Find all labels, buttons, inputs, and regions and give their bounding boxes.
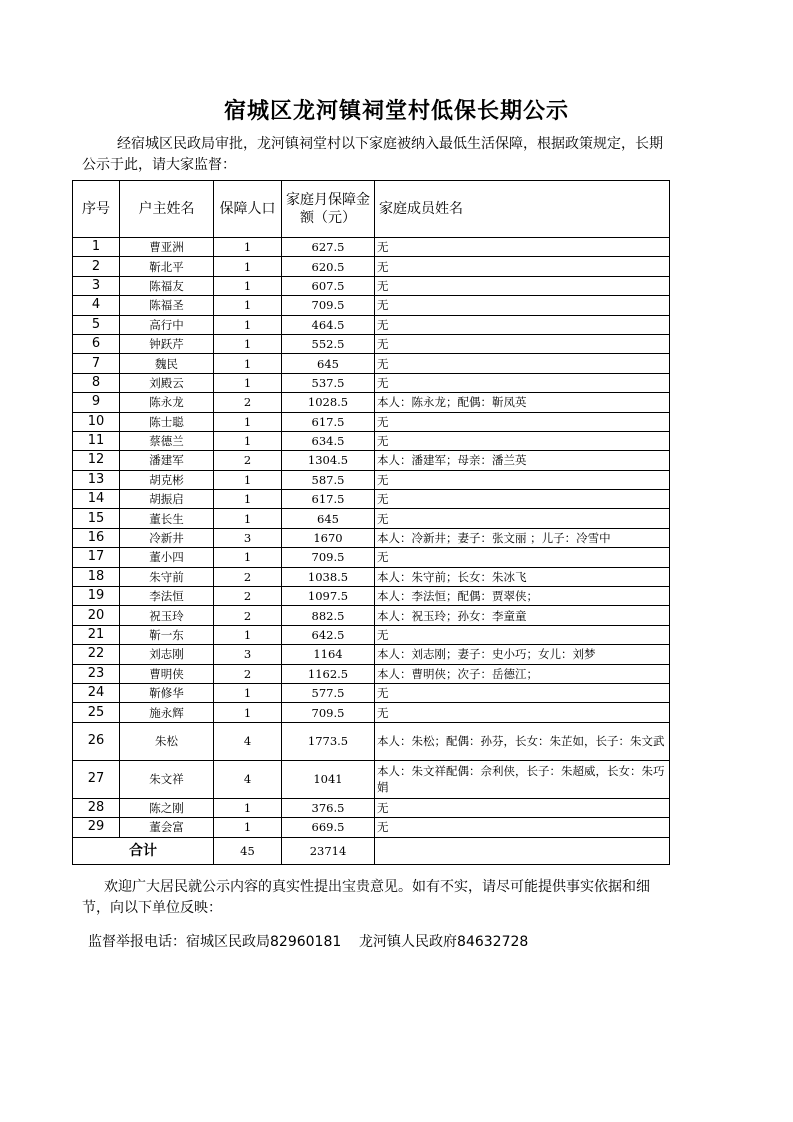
cell-count: 1: [214, 490, 282, 509]
cell-name: 董会富: [120, 818, 214, 837]
cell-name: 朱松: [120, 722, 214, 760]
cell-seq: 29: [73, 818, 120, 837]
cell-amount: 642.5: [282, 625, 375, 644]
cell-seq: 20: [73, 606, 120, 625]
cell-count: 1: [214, 373, 282, 392]
cell-members: 无: [375, 412, 670, 431]
cell-name: 朱守前: [120, 567, 214, 586]
cell-count: 4: [214, 722, 282, 760]
cell-members: 无: [375, 490, 670, 509]
cell-members: 本人：陈永龙；配偶：靳凤英: [375, 393, 670, 412]
header-members: 家庭成员姓名: [375, 181, 670, 238]
cell-amount: 1041: [282, 760, 375, 798]
cell-count: 1: [214, 238, 282, 257]
cell-amount: 587.5: [282, 470, 375, 489]
cell-members: 无: [375, 818, 670, 837]
cell-seq: 18: [73, 567, 120, 586]
table-row: [73, 393, 670, 412]
cell-count: 1: [214, 334, 282, 353]
table-body: [73, 238, 670, 838]
total-amount: 23714: [282, 837, 375, 864]
cell-seq: 22: [73, 645, 120, 664]
cell-amount: 709.5: [282, 548, 375, 567]
table-row: [73, 703, 670, 722]
cell-name: 高行中: [120, 315, 214, 334]
cell-members: 本人：潘建军；母亲：潘兰英: [375, 451, 670, 470]
table-row: [73, 664, 670, 683]
cell-seq: 27: [73, 760, 120, 798]
table-row: [73, 645, 670, 664]
cell-members: 本人：刘志刚；妻子：史小巧；女儿：刘梦: [375, 645, 670, 664]
cell-seq: 9: [73, 393, 120, 412]
table-row: [73, 683, 670, 702]
cell-name: 李法恒: [120, 587, 214, 606]
cell-members: 无: [375, 509, 670, 528]
table-row: [73, 257, 670, 276]
cell-amount: 882.5: [282, 606, 375, 625]
cell-seq: 4: [73, 296, 120, 315]
cell-amount: 376.5: [282, 798, 375, 817]
cell-seq: 25: [73, 703, 120, 722]
cell-name: 钟跃芹: [120, 334, 214, 353]
table-row: [73, 509, 670, 528]
table-row: [73, 412, 670, 431]
cell-count: 1: [214, 276, 282, 295]
cell-members: 无: [375, 276, 670, 295]
cell-amount: 645: [282, 354, 375, 373]
table-row: [73, 528, 670, 547]
cell-members: 无: [375, 703, 670, 722]
cell-name: 陈之刚: [120, 798, 214, 817]
cell-members: 无: [375, 315, 670, 334]
cell-amount: 607.5: [282, 276, 375, 295]
cell-seq: 10: [73, 412, 120, 431]
table-row: [73, 760, 670, 798]
cell-count: 3: [214, 528, 282, 547]
cell-seq: 28: [73, 798, 120, 817]
cell-name: 蔡德兰: [120, 431, 214, 450]
cell-name: 董长生: [120, 509, 214, 528]
cell-name: 靳北平: [120, 257, 214, 276]
header-name: 户主姓名: [120, 181, 214, 238]
cell-members: 无: [375, 683, 670, 702]
cell-name: 陈士聪: [120, 412, 214, 431]
cell-count: 1: [214, 683, 282, 702]
cell-amount: 709.5: [282, 703, 375, 722]
total-count: 45: [214, 837, 282, 864]
intro-paragraph: 经宿城区民政局审批，龙河镇祠堂村以下家庭被纳入最低生活保障，根据政策规定，长期公示于此，请大家监督：: [82, 136, 663, 173]
table-header-row: [73, 181, 670, 238]
cell-amount: 645: [282, 509, 375, 528]
cell-members: 本人：朱守前；长女：朱冰飞: [375, 567, 670, 586]
cell-count: 3: [214, 645, 282, 664]
cell-seq: 6: [73, 334, 120, 353]
cell-amount: 634.5: [282, 431, 375, 450]
table-row: [73, 606, 670, 625]
cell-count: 1: [214, 798, 282, 817]
cell-count: 1: [214, 625, 282, 644]
table-row: [73, 315, 670, 334]
table-row: [73, 490, 670, 509]
cell-members: 无: [375, 334, 670, 353]
cell-name: 施永辉: [120, 703, 214, 722]
cell-amount: 1028.5: [282, 393, 375, 412]
cell-amount: 617.5: [282, 490, 375, 509]
page-title: 宿城区龙河镇祠堂村低保长期公示: [223, 98, 569, 124]
cell-amount: 669.5: [282, 818, 375, 837]
cell-seq: 14: [73, 490, 120, 509]
cell-count: 2: [214, 567, 282, 586]
cell-amount: 1670: [282, 528, 375, 547]
cell-members: 本人：曹明侠；次子：岳德江；: [375, 664, 670, 683]
table-row: [73, 722, 670, 760]
cell-members: 无: [375, 238, 670, 257]
cell-amount: 709.5: [282, 296, 375, 315]
cell-amount: 1304.5: [282, 451, 375, 470]
cell-count: 1: [214, 703, 282, 722]
cell-count: 1: [214, 412, 282, 431]
table-row: [73, 625, 670, 644]
cell-name: 祝玉玲: [120, 606, 214, 625]
cell-count: 1: [214, 354, 282, 373]
table-row: [73, 354, 670, 373]
cell-seq: 5: [73, 315, 120, 334]
table-row: [73, 373, 670, 392]
cell-seq: 19: [73, 587, 120, 606]
cell-seq: 26: [73, 722, 120, 760]
table-row: [73, 470, 670, 489]
cell-seq: 1: [73, 238, 120, 257]
cell-seq: 11: [73, 431, 120, 450]
cell-seq: 7: [73, 354, 120, 373]
cell-members: 无: [375, 431, 670, 450]
cell-amount: 552.5: [282, 334, 375, 353]
cell-members: 无: [375, 625, 670, 644]
cell-count: 1: [214, 315, 282, 334]
cell-amount: 1162.5: [282, 664, 375, 683]
cell-name: 刘殿云: [120, 373, 214, 392]
cell-count: 2: [214, 587, 282, 606]
cell-count: 2: [214, 606, 282, 625]
table-row: [73, 548, 670, 567]
cell-count: 1: [214, 431, 282, 450]
contact-line: 监督举报电话：宿城区民政局82960181 龙河镇人民政府84632728: [88, 934, 529, 950]
cell-count: 1: [214, 548, 282, 567]
cell-amount: 577.5: [282, 683, 375, 702]
cell-seq: 15: [73, 509, 120, 528]
cell-name: 陈永龙: [120, 393, 214, 412]
table-row: [73, 296, 670, 315]
cell-count: 1: [214, 509, 282, 528]
table-row: [73, 451, 670, 470]
table-row: [73, 276, 670, 295]
cell-name: 陈福圣: [120, 296, 214, 315]
cell-seq: 17: [73, 548, 120, 567]
cell-members: 无: [375, 296, 670, 315]
cell-amount: 620.5: [282, 257, 375, 276]
cell-seq: 21: [73, 625, 120, 644]
cell-amount: 627.5: [282, 238, 375, 257]
table-row: [73, 334, 670, 353]
cell-members: 无: [375, 548, 670, 567]
cell-count: 1: [214, 470, 282, 489]
cell-name: 曹亚洲: [120, 238, 214, 257]
closing-paragraph: 欢迎广大居民就公示内容的真实性提出宝贵意见。如有不实，请尽可能提供事实依据和细节，向以下单位反映：: [82, 879, 650, 916]
cell-seq: 24: [73, 683, 120, 702]
header-amount: 家庭月保障金额（元）: [282, 181, 375, 238]
cell-members: 无: [375, 470, 670, 489]
cell-name: 曹明侠: [120, 664, 214, 683]
table-row: [73, 798, 670, 817]
cell-members: 无: [375, 798, 670, 817]
total-row: [73, 837, 670, 864]
cell-members: 本人：李法恒；配偶：贾翠侠；: [375, 587, 670, 606]
cell-seq: 2: [73, 257, 120, 276]
cell-name: 陈福友: [120, 276, 214, 295]
cell-seq: 12: [73, 451, 120, 470]
table-row: [73, 567, 670, 586]
cell-members: 本人：冷新井；妻子：张文丽 ；儿子：冷雪中: [375, 528, 670, 547]
cell-amount: 617.5: [282, 412, 375, 431]
cell-name: 董小四: [120, 548, 214, 567]
total-members-empty: [375, 837, 670, 864]
cell-name: 靳修华: [120, 683, 214, 702]
cell-count: 1: [214, 296, 282, 315]
cell-members: 本人：朱文祥配偶：佘利侠，长子：朱超威，长女：朱巧娟: [375, 760, 670, 798]
cell-seq: 13: [73, 470, 120, 489]
cell-seq: 3: [73, 276, 120, 295]
cell-seq: 8: [73, 373, 120, 392]
cell-name: 朱文祥: [120, 760, 214, 798]
cell-count: 4: [214, 760, 282, 798]
cell-count: 1: [214, 257, 282, 276]
cell-amount: 1773.5: [282, 722, 375, 760]
total-label: 合计: [73, 837, 214, 864]
table-row: [73, 587, 670, 606]
cell-members: 无: [375, 257, 670, 276]
cell-amount: 1038.5: [282, 567, 375, 586]
cell-amount: 1097.5: [282, 587, 375, 606]
cell-seq: 16: [73, 528, 120, 547]
table-row: [73, 431, 670, 450]
cell-name: 胡克彬: [120, 470, 214, 489]
cell-count: 2: [214, 664, 282, 683]
cell-count: 2: [214, 451, 282, 470]
cell-name: 魏民: [120, 354, 214, 373]
cell-members: 无: [375, 373, 670, 392]
cell-count: 2: [214, 393, 282, 412]
table-row: [73, 818, 670, 837]
header-count: 保障人口: [214, 181, 282, 238]
cell-members: 本人：祝玉玲；孙女：李童童: [375, 606, 670, 625]
cell-name: 靳一东: [120, 625, 214, 644]
cell-amount: 1164: [282, 645, 375, 664]
cell-count: 1: [214, 818, 282, 837]
cell-members: 无: [375, 354, 670, 373]
cell-members: 本人：朱松；配偶：孙芬，长女：朱芷如，长子：朱文武: [375, 722, 670, 760]
cell-name: 潘建军: [120, 451, 214, 470]
cell-seq: 23: [73, 664, 120, 683]
cell-amount: 464.5: [282, 315, 375, 334]
table-row: [73, 238, 670, 257]
cell-name: 冷新井: [120, 528, 214, 547]
cell-amount: 537.5: [282, 373, 375, 392]
cell-name: 胡振启: [120, 490, 214, 509]
header-seq: 序号: [73, 181, 120, 238]
recipient-table: [72, 180, 670, 865]
cell-name: 刘志刚: [120, 645, 214, 664]
